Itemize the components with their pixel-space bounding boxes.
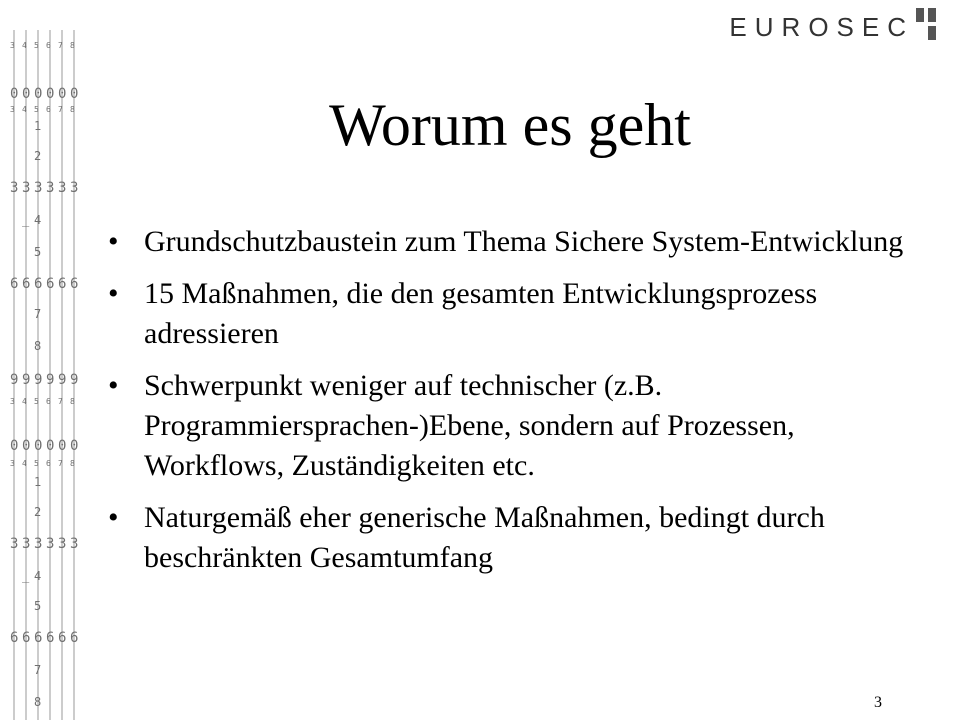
svg-text:9: 9 (34, 372, 43, 388)
svg-text:4: 4 (22, 41, 27, 50)
svg-text:1: 1 (34, 475, 42, 489)
svg-text:8: 8 (70, 105, 75, 114)
svg-text:9: 9 (46, 372, 55, 388)
bullet-icon: • (108, 501, 119, 534)
svg-text:3: 3 (46, 180, 55, 196)
svg-text:3: 3 (70, 180, 79, 196)
svg-text:7: 7 (58, 41, 63, 50)
svg-text:6: 6 (46, 276, 55, 292)
svg-text:4: 4 (22, 397, 27, 406)
bullet-item (108, 498, 908, 578)
bullet-item (108, 222, 908, 262)
svg-text:7: 7 (58, 105, 63, 114)
svg-text:6: 6 (34, 276, 43, 292)
eurosec-logo (729, 8, 942, 40)
bullet-icon: • (108, 369, 119, 402)
bullet-icon: • (108, 277, 119, 310)
svg-text:6: 6 (70, 630, 79, 646)
svg-text:0: 0 (70, 86, 79, 102)
page-number: 3 (874, 694, 882, 711)
svg-text:3: 3 (58, 536, 67, 552)
svg-text:3: 3 (10, 180, 19, 196)
svg-text:9: 9 (22, 372, 31, 388)
svg-text:0: 0 (58, 438, 67, 454)
svg-text:0: 0 (46, 86, 55, 102)
svg-text:0: 0 (10, 86, 19, 102)
svg-text:0: 0 (34, 86, 43, 102)
svg-text:6: 6 (46, 105, 51, 114)
bullet-text: Naturgemäß eher generische Maßnahmen, bedingt durch beschränkten Gesamtumfang (144, 501, 825, 574)
svg-text:3: 3 (10, 536, 19, 552)
svg-text:0: 0 (34, 438, 43, 454)
svg-text:0: 0 (58, 86, 67, 102)
svg-text:5: 5 (34, 245, 42, 259)
bullet-list (108, 222, 908, 590)
logo-bars-icon (916, 8, 942, 40)
svg-text:3: 3 (10, 105, 15, 114)
svg-text:7: 7 (58, 397, 63, 406)
svg-text:6: 6 (46, 41, 51, 50)
svg-text:3: 3 (10, 397, 15, 406)
svg-text:_: _ (22, 213, 30, 227)
svg-text:6: 6 (10, 276, 19, 292)
svg-text:8: 8 (34, 339, 42, 353)
svg-text:4: 4 (34, 213, 42, 227)
svg-text:_: _ (22, 569, 30, 583)
svg-text:3: 3 (58, 180, 67, 196)
svg-text:6: 6 (58, 276, 67, 292)
svg-text:6: 6 (70, 276, 79, 292)
logo-text: EUROSEC (729, 12, 914, 42)
slide-title: Worum es geht (329, 92, 691, 158)
svg-text:4: 4 (22, 459, 27, 468)
svg-text:3: 3 (10, 459, 15, 468)
svg-text:5: 5 (34, 459, 39, 468)
bullet-item (108, 366, 908, 486)
svg-text:6: 6 (46, 459, 51, 468)
svg-text:5: 5 (34, 599, 42, 613)
bullet-text: Grundschutzbaustein zum Thema Sichere System-Entwicklung (144, 225, 904, 258)
bullet-icon: • (108, 225, 119, 258)
svg-text:6: 6 (22, 276, 31, 292)
bullet-item (108, 274, 908, 354)
svg-text:5: 5 (34, 397, 39, 406)
svg-text:1: 1 (34, 119, 42, 133)
svg-text:3: 3 (34, 180, 43, 196)
svg-text:2: 2 (34, 149, 42, 163)
svg-text:7: 7 (34, 663, 42, 677)
svg-text:9: 9 (10, 372, 19, 388)
svg-text:6: 6 (58, 630, 67, 646)
svg-text:3: 3 (10, 41, 15, 50)
svg-text:4: 4 (34, 569, 42, 583)
svg-text:5: 5 (34, 105, 39, 114)
svg-text:0: 0 (22, 438, 31, 454)
svg-text:5: 5 (34, 41, 39, 50)
svg-text:8: 8 (70, 459, 75, 468)
svg-text:6: 6 (34, 630, 43, 646)
svg-text:3: 3 (22, 180, 31, 196)
svg-text:7: 7 (34, 307, 42, 321)
svg-text:3: 3 (46, 536, 55, 552)
svg-text:3: 3 (70, 536, 79, 552)
svg-text:8: 8 (70, 41, 75, 50)
svg-text:8: 8 (34, 695, 42, 709)
svg-text:4: 4 (22, 105, 27, 114)
svg-text:0: 0 (22, 86, 31, 102)
svg-text:3: 3 (34, 536, 43, 552)
svg-text:0: 0 (70, 438, 79, 454)
svg-text:6: 6 (10, 630, 19, 646)
bullet-text: 15 Maßnahmen, die den gesamten Entwicklungsprozess adressieren (144, 277, 818, 350)
svg-text:9: 9 (58, 372, 67, 388)
svg-text:6: 6 (22, 630, 31, 646)
svg-text:6: 6 (46, 630, 55, 646)
svg-text:7: 7 (58, 459, 63, 468)
svg-text:9: 9 (70, 372, 79, 388)
bullet-text: Schwerpunkt weniger auf technischer (z.B. Programmiersprachen-)Ebene, sondern auf Prozessen, Workflows, Zuständigkeiten etc. (144, 369, 795, 482)
svg-text:2: 2 (34, 505, 42, 519)
svg-text:0: 0 (46, 438, 55, 454)
svg-text:8: 8 (70, 397, 75, 406)
svg-text:3: 3 (22, 536, 31, 552)
svg-text:0: 0 (10, 438, 19, 454)
svg-text:6: 6 (46, 397, 51, 406)
